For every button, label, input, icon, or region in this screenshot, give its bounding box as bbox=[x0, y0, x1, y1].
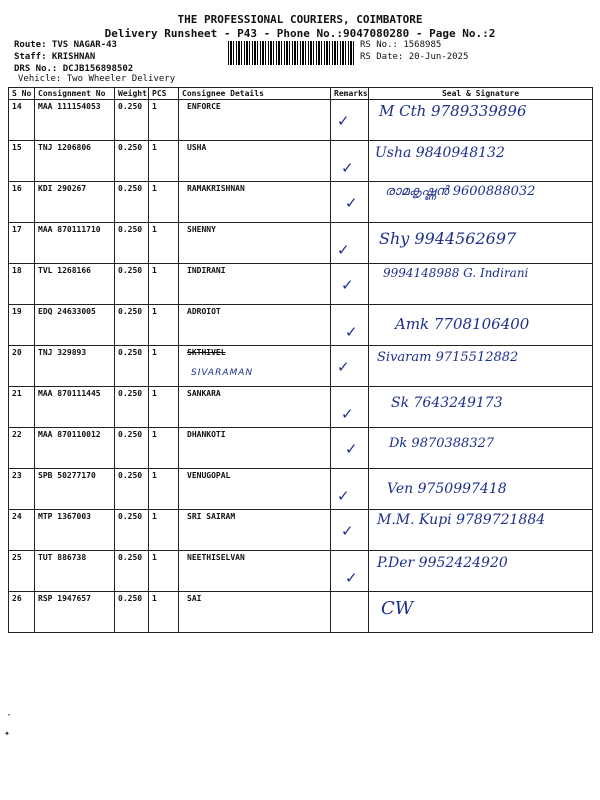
cell-remarks bbox=[331, 592, 369, 633]
cell-consignment: SPB 50277170 bbox=[35, 469, 115, 510]
cell-pcs: 1 bbox=[149, 469, 179, 510]
delivered-tick-icon: ✓ bbox=[345, 569, 358, 587]
col-sno: S No bbox=[9, 88, 35, 100]
cell-consignee bbox=[179, 223, 331, 264]
table-row bbox=[9, 182, 593, 223]
cell-weight: 0.250 bbox=[115, 182, 149, 223]
cell-signature bbox=[369, 305, 593, 346]
cell-consignment: RSP 1947657 bbox=[35, 592, 115, 633]
cell-signature bbox=[369, 469, 593, 510]
col-pcs: PCS bbox=[149, 88, 179, 100]
cell-sno: 23 bbox=[9, 469, 35, 510]
consignee-name: SAI bbox=[187, 594, 202, 603]
cell-pcs: 1 bbox=[149, 387, 179, 428]
cell-weight: 0.250 bbox=[115, 223, 149, 264]
consignee-name: SHENNY bbox=[187, 225, 216, 234]
consignee-name: RAMAKRISHNAN bbox=[187, 184, 245, 193]
cell-sno: 21 bbox=[9, 387, 35, 428]
consignee-name: USHA bbox=[187, 143, 207, 152]
cell-consignment: TUT 886738 bbox=[35, 551, 115, 592]
cell-consignment: EDQ 24633005 bbox=[35, 305, 115, 346]
delivered-tick-icon: ✓ bbox=[341, 276, 354, 294]
table-row bbox=[9, 469, 593, 510]
cell-signature bbox=[369, 510, 593, 551]
staff-label: Staff: KRISHNAN bbox=[14, 52, 96, 62]
cell-consignee bbox=[179, 264, 331, 305]
handwritten-signature: 9994148988 G. Indirani bbox=[383, 266, 529, 280]
cell-weight: 0.250 bbox=[115, 551, 149, 592]
cell-consignment: TNJ 1206806 bbox=[35, 141, 115, 182]
consignee-name: ENFORCE bbox=[187, 102, 221, 111]
cell-consignee bbox=[179, 141, 331, 182]
cell-consignee bbox=[179, 182, 331, 223]
handwritten-signature: Ven 9750997418 bbox=[387, 481, 507, 497]
handwritten-signature: Sk 7643249173 bbox=[391, 395, 503, 411]
cell-pcs: 1 bbox=[149, 428, 179, 469]
delivered-tick-icon: ✓ bbox=[337, 487, 350, 505]
cell-weight: 0.250 bbox=[115, 592, 149, 633]
table-row bbox=[9, 346, 593, 387]
cell-pcs: 1 bbox=[149, 264, 179, 305]
cell-pcs: 1 bbox=[149, 346, 179, 387]
cell-signature bbox=[369, 100, 593, 141]
cell-consignment: TNJ 329893 bbox=[35, 346, 115, 387]
cell-weight: 0.250 bbox=[115, 387, 149, 428]
cell-sno: 25 bbox=[9, 551, 35, 592]
cell-consignment: MAA 111154053 bbox=[35, 100, 115, 141]
consignee-name: SKTHIVEL bbox=[187, 348, 226, 357]
cell-remarks bbox=[331, 346, 369, 387]
cell-weight: 0.250 bbox=[115, 305, 149, 346]
runsheet-subtitle: Delivery Runsheet - P43 - Phone No.:9047080280 - Page No.:2 bbox=[104, 27, 496, 40]
cell-consignee bbox=[179, 469, 331, 510]
cell-signature bbox=[369, 387, 593, 428]
col-remarks: Remarks bbox=[331, 88, 369, 100]
cell-consignee bbox=[179, 592, 331, 633]
cell-signature bbox=[369, 428, 593, 469]
rs-date: RS Date: 20-Jun-2025 bbox=[360, 52, 469, 62]
cell-consignee bbox=[179, 428, 331, 469]
cell-remarks bbox=[331, 100, 369, 141]
cell-weight: 0.250 bbox=[115, 346, 149, 387]
cell-sno: 26 bbox=[9, 592, 35, 633]
cell-remarks bbox=[331, 223, 369, 264]
handwritten-signature: Amk 7708106400 bbox=[395, 315, 530, 333]
handwritten-signature: രാമകൃഷ്ണൻ 9600888032 bbox=[385, 184, 536, 199]
barcode-image bbox=[228, 41, 356, 65]
consignee-name: SRI SAIRAM bbox=[187, 512, 236, 521]
cell-pcs: 1 bbox=[149, 510, 179, 551]
table-row bbox=[9, 141, 593, 182]
cell-remarks bbox=[331, 428, 369, 469]
handwritten-signature: Sivaram 9715512882 bbox=[377, 350, 519, 365]
company-title: THE PROFESSIONAL COURIERS, COIMBATORE bbox=[177, 13, 423, 26]
cell-weight: 0.250 bbox=[115, 141, 149, 182]
cell-signature bbox=[369, 551, 593, 592]
cell-consignee bbox=[179, 551, 331, 592]
consignee-name: DHANKOTI bbox=[187, 430, 226, 439]
delivered-tick-icon: ✓ bbox=[345, 194, 358, 212]
handwritten-signature: Usha 9840948132 bbox=[375, 145, 505, 161]
cell-weight: 0.250 bbox=[115, 428, 149, 469]
cell-pcs: 1 bbox=[149, 551, 179, 592]
handwritten-signature: M Cth 9789339896 bbox=[379, 102, 527, 120]
cell-consignment: MAA 870110012 bbox=[35, 428, 115, 469]
table-header-row bbox=[9, 88, 593, 100]
consignee-name: SANKARA bbox=[187, 389, 221, 398]
cell-pcs: 1 bbox=[149, 592, 179, 633]
cell-signature bbox=[369, 592, 593, 633]
cell-consignee bbox=[179, 510, 331, 551]
vehicle-label: Vehicle: Two Wheeler Delivery bbox=[18, 74, 176, 84]
cell-sno: 15 bbox=[9, 141, 35, 182]
cell-remarks bbox=[331, 264, 369, 305]
cell-sno: 16 bbox=[9, 182, 35, 223]
handwritten-signature: Shy 9944562697 bbox=[379, 229, 517, 248]
route-label: Route: TVS NAGAR-43 bbox=[14, 40, 117, 50]
delivered-tick-icon: ✓ bbox=[337, 241, 350, 259]
col-weight: Weight bbox=[115, 88, 149, 100]
delivered-tick-icon: ✓ bbox=[341, 522, 354, 540]
scan-speck: ✦ bbox=[4, 728, 11, 739]
cell-consignee bbox=[179, 387, 331, 428]
cell-sno: 18 bbox=[9, 264, 35, 305]
cell-remarks bbox=[331, 469, 369, 510]
cell-pcs: 1 bbox=[149, 100, 179, 141]
table-row bbox=[9, 387, 593, 428]
consignee-name: VENUGOPAL bbox=[187, 471, 231, 480]
handwritten-signature: Dk 9870388327 bbox=[389, 436, 495, 451]
col-consignment: Consignment No bbox=[35, 88, 115, 100]
cell-sno: 19 bbox=[9, 305, 35, 346]
cell-signature bbox=[369, 182, 593, 223]
cell-remarks bbox=[331, 510, 369, 551]
col-consignee: Consignee Details bbox=[179, 88, 331, 100]
handwritten-signature: M.M. Kupi 9789721884 bbox=[377, 512, 546, 528]
delivered-tick-icon: ✓ bbox=[337, 358, 350, 376]
cell-remarks bbox=[331, 182, 369, 223]
table-row bbox=[9, 264, 593, 305]
cell-remarks bbox=[331, 141, 369, 182]
cell-consignee bbox=[179, 100, 331, 141]
table-row bbox=[9, 510, 593, 551]
cell-consignment: MAA 870111445 bbox=[35, 387, 115, 428]
cell-consignment: MAA 870111710 bbox=[35, 223, 115, 264]
cell-signature bbox=[369, 346, 593, 387]
cell-weight: 0.250 bbox=[115, 510, 149, 551]
cell-sno: 17 bbox=[9, 223, 35, 264]
delivered-tick-icon: ✓ bbox=[345, 323, 358, 341]
cell-pcs: 1 bbox=[149, 305, 179, 346]
drs-label: DRS No.: DCJB156898502 bbox=[14, 64, 134, 74]
cell-remarks bbox=[331, 551, 369, 592]
cell-sno: 24 bbox=[9, 510, 35, 551]
cell-pcs: 1 bbox=[149, 141, 179, 182]
cell-weight: 0.250 bbox=[115, 100, 149, 141]
handwritten-signature: CW bbox=[381, 598, 414, 619]
cell-weight: 0.250 bbox=[115, 469, 149, 510]
cell-consignee bbox=[179, 305, 331, 346]
cell-signature bbox=[369, 223, 593, 264]
table-row bbox=[9, 428, 593, 469]
scan-speck: · bbox=[6, 710, 13, 721]
delivered-tick-icon: ✓ bbox=[345, 440, 358, 458]
table-row bbox=[9, 223, 593, 264]
cell-consignment: TVL 1268166 bbox=[35, 264, 115, 305]
cell-remarks bbox=[331, 305, 369, 346]
delivered-tick-icon: ✓ bbox=[341, 405, 354, 423]
consignee-name: ADROIOT bbox=[187, 307, 221, 316]
cell-sno: 14 bbox=[9, 100, 35, 141]
cell-sno: 22 bbox=[9, 428, 35, 469]
col-signature: Seal & Signature bbox=[369, 88, 593, 100]
cell-signature bbox=[369, 141, 593, 182]
table-row bbox=[9, 100, 593, 141]
table-row bbox=[9, 305, 593, 346]
cell-consignment: KDI 290267 bbox=[35, 182, 115, 223]
cell-consignment: MTP 1367003 bbox=[35, 510, 115, 551]
cell-consignee bbox=[179, 346, 331, 387]
delivered-tick-icon: ✓ bbox=[337, 112, 350, 130]
rs-number: RS No.: 1568985 bbox=[360, 40, 442, 50]
cell-signature bbox=[369, 264, 593, 305]
handwritten-signature: P.Der 9952424920 bbox=[377, 555, 508, 571]
runsheet-table bbox=[8, 87, 593, 633]
consignee-name: INDIRANI bbox=[187, 266, 226, 275]
cell-sno: 20 bbox=[9, 346, 35, 387]
delivered-tick-icon: ✓ bbox=[341, 159, 354, 177]
cell-weight: 0.250 bbox=[115, 264, 149, 305]
cell-pcs: 1 bbox=[149, 223, 179, 264]
table-row bbox=[9, 592, 593, 633]
cell-pcs: 1 bbox=[149, 182, 179, 223]
table-row bbox=[9, 551, 593, 592]
cell-remarks bbox=[331, 387, 369, 428]
consignee-name: NEETHISELVAN bbox=[187, 553, 245, 562]
consignee-correction: SIVARAMAN bbox=[191, 368, 254, 378]
